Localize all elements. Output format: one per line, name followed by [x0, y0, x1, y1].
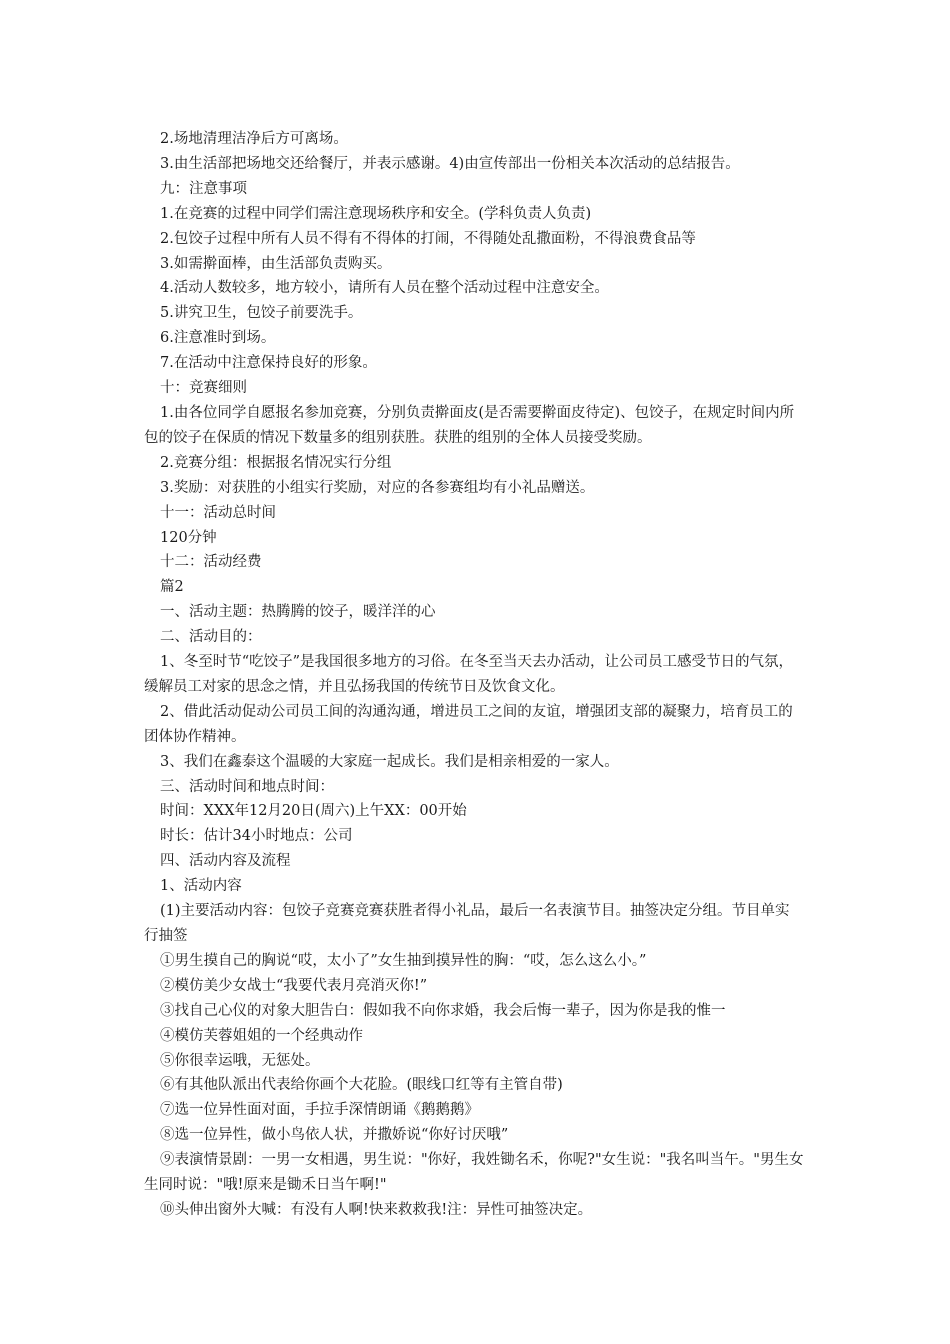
- chapter-label: 篇2: [160, 579, 184, 596]
- section-heading: 十：竞赛细则: [160, 380, 247, 397]
- paragraph: 1、冬至时节“吃饺子”是我国很多地方的习俗。在冬至当天去办活动，让公司员工感受节日的气氛，缓解员工对家的思念之情，并且弘扬我国的传统节日及饮食文化。: [144, 654, 794, 695]
- section-heading: 十一：活动总时间: [160, 504, 276, 521]
- paragraph: 6.注意准时到场。: [160, 330, 276, 347]
- paragraph: 3.由生活部把场地交还给餐厅，并表示感谢。4)由宣传部出一份相关本次活动的总结报告。: [160, 155, 740, 172]
- paragraph: 2.竞赛分组：根据报名情况实行分组: [160, 454, 392, 471]
- section-heading: 一、活动主题：热腾腾的饺子，暖洋洋的心: [160, 604, 436, 621]
- paragraph: 3、我们在鑫泰这个温暖的大家庭一起成长。我们是相亲相爱的一家人。: [160, 753, 619, 770]
- section-heading: 四、活动内容及流程: [160, 853, 291, 870]
- list-item: ⑦选一位异性面对面，手拉手深情朗诵《鹅鹅鹅》: [160, 1102, 479, 1119]
- list-item: ②模仿美少女战士“我要代表月亮消灭你!”: [160, 977, 428, 994]
- paragraph: 3.奖励：对获胜的小组实行奖励，对应的各参赛组均有小礼品赠送。: [160, 479, 595, 496]
- list-item: ⑨表演情景剧：一男一女相遇，男生说："你好，我姓锄名禾，你呢?"女生说："我名叫当午。"男生女生同时说："哦!原来是锄禾日当午啊!": [144, 1152, 804, 1194]
- paragraph: 3.如需擀面棒，由生活部负责购买。: [160, 255, 392, 272]
- document-body: [144, 127, 804, 1223]
- paragraph: 1、活动内容: [160, 878, 242, 895]
- paragraph: 5.讲究卫生，包饺子前要洗手。: [160, 305, 363, 322]
- section-heading: 二、活动目的：: [160, 629, 262, 646]
- paragraph: 1.在竞赛的过程中同学们需注意现场秩序和安全。(学科负责人负责): [160, 205, 592, 222]
- paragraph: 2、借此活动促动公司员工间的沟通沟通，增进员工之间的友谊，增强团支部的凝聚力，培育员工的团体协作精神。: [144, 703, 793, 745]
- list-item: ⑤你很幸运哦，无惩处。: [160, 1052, 320, 1069]
- paragraph: 4.活动人数较多，地方较小，请所有人员在整个活动过程中注意安全。: [160, 280, 609, 297]
- paragraph: 7.在活动中注意保持良好的形象。: [160, 355, 377, 372]
- section-heading: 十二：活动经费: [160, 554, 262, 571]
- paragraph: 1.由各位同学自愿报名参加竞赛，分别负责擀面皮(是否需要擀面皮待定)、包饺子，在规定时间内所包的饺子在保质的情况下数量多的组别获胜。获胜的组别的全体人员接受奖励。: [144, 404, 795, 446]
- paragraph: (1)主要活动内容：包饺子竞赛竞赛获胜者得小礼品，最后一名表演节目。抽签决定分组。节目单实行抽签: [144, 903, 790, 944]
- list-item: ④模仿芙蓉姐姐的一个经典动作: [160, 1027, 363, 1044]
- list-item: ⑧选一位异性，做小鸟依人状，并撒娇说“你好讨厌哦”: [160, 1127, 509, 1144]
- paragraph: 2.包饺子过程中所有人员不得有不得体的打闹，不得随处乱撒面粉，不得浪费食品等: [160, 230, 696, 247]
- list-item: ③找自己心仪的对象大胆告白：假如我不向你求婚，我会后悔一辈子，因为你是我的惟一: [160, 1002, 726, 1019]
- paragraph: 时间：XXX年12月20日(周六)上午XX：00开始: [160, 803, 467, 820]
- paragraph: 120分钟: [160, 529, 217, 546]
- list-item: ⑥有其他队派出代表给你画个大花脸。(眼线口红等有主管自带): [160, 1077, 563, 1094]
- list-item: ⑩头伸出窗外大喊：有没有人啊!快来救救我!注：异性可抽签决定。: [160, 1201, 593, 1218]
- section-heading: 三、活动时间和地点时间：: [160, 778, 334, 795]
- paragraph: 时长：估计34小时地点：公司: [160, 828, 353, 845]
- paragraph: 2.场地清理洁净后方可离场。: [160, 131, 348, 147]
- section-heading: 九：注意事项: [160, 180, 247, 197]
- list-item: ①男生摸自己的胸说“哎，太小了”女生抽到摸异性的胸：“哎，怎么这么小。”: [160, 952, 647, 969]
